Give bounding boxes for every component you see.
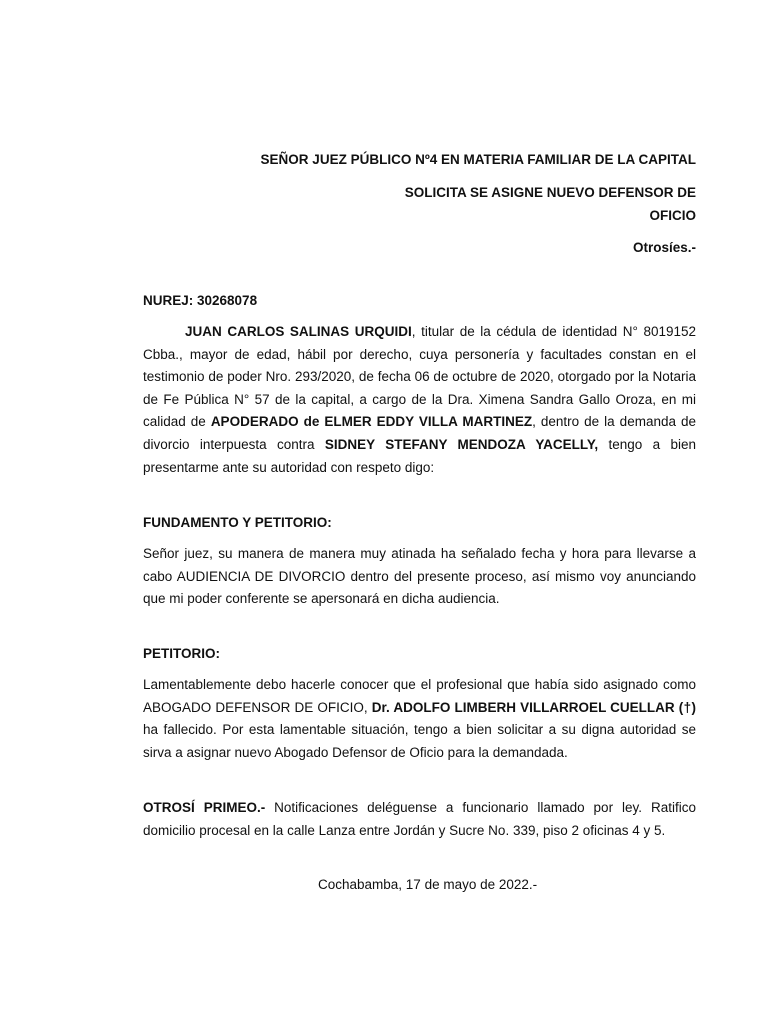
petitorio-text-2: ha fallecido. Por esta lamentable situación, tengo a bien solicitar a su digna autoridad se sirva a asignar nuevo Abogado Defensor de Oficio para la demandada.: [143, 722, 696, 760]
otrosies-label: Otrosíes.-: [632, 240, 696, 255]
petitioner-name: JUAN CARLOS SALINAS URQUIDI: [185, 324, 412, 339]
addressee-heading: SEÑOR JUEZ PÚBLICO Nº4 EN MATERIA FAMILIAR DE LA CAPITAL: [260, 152, 696, 167]
deceased-lawyer-name: Dr. ADOLFO LIMBERH VILLARROEL CUELLAR (†): [371, 699, 697, 715]
nurej-number: NUREJ: 30268078: [143, 293, 258, 308]
subject-line-2: OFICIO: [649, 208, 696, 223]
subject-line-1: SOLICITA SE ASIGNE NUEVO DEFENSOR DE: [404, 185, 696, 200]
closing-date: Cochabamba, 17 de mayo de 2022.-: [318, 877, 538, 892]
petitorio-heading: PETITORIO:: [143, 646, 221, 661]
fundamento-heading: FUNDAMENTO Y PETITORIO:: [143, 515, 332, 530]
intro-text-3: tengo a bien presentarme ante su autoridad con respeto digo:: [143, 436, 696, 475]
representation-role: APODERADO de ELMER EDDY VILLA MARTINEZ: [210, 414, 533, 430]
otrosi-paragraph: [143, 797, 696, 842]
petitorio-paragraph: [143, 674, 696, 764]
intro-text-2: , dentro de la demanda de divorcio interpuesta contra: [143, 414, 696, 452]
intro-text-1: , titular de la cédula de identidad N° 8019152 Cbba., mayor de edad, hábil por derecho, cuya personería y facultades constan en el testimonio de poder Nro. 293/2020, de fecha 06 de octubre de 2020, otorgado por la Notaria de Fe Pública N° 57 de la capital, a cargo de la Dra. Ximena Sandra Gallo Oroza, en mi calidad de: [143, 324, 697, 430]
petitorio-text-1: Lamentablemente debo hacerle conocer que el profesional que había sido asignado como ABOGADO DEFENSOR DE OFICIO,: [143, 677, 696, 715]
intro-paragraph: [143, 321, 696, 479]
fundamento-paragraph: Señor juez, su manera de manera muy atinada ha señalado fecha y hora para llevarse a cabo AUDIENCIA DE DIVORCIO dentro del presente proceso, así mismo voy anunciando que mi poder conferente se apersonará en dicha audiencia.: [143, 546, 696, 607]
otrosi-text: Notificaciones deléguense a funcionario llamado por ley. Ratifico domicilio procesal en la calle Lanza entre Jordán y Sucre No. 339, piso 2 oficinas 4 y 5.: [143, 800, 696, 838]
defendant-name: SIDNEY STEFANY MENDOZA YACELLY,: [324, 436, 599, 452]
otrosi-label: OTROSÍ PRIMEO.-: [143, 800, 266, 815]
